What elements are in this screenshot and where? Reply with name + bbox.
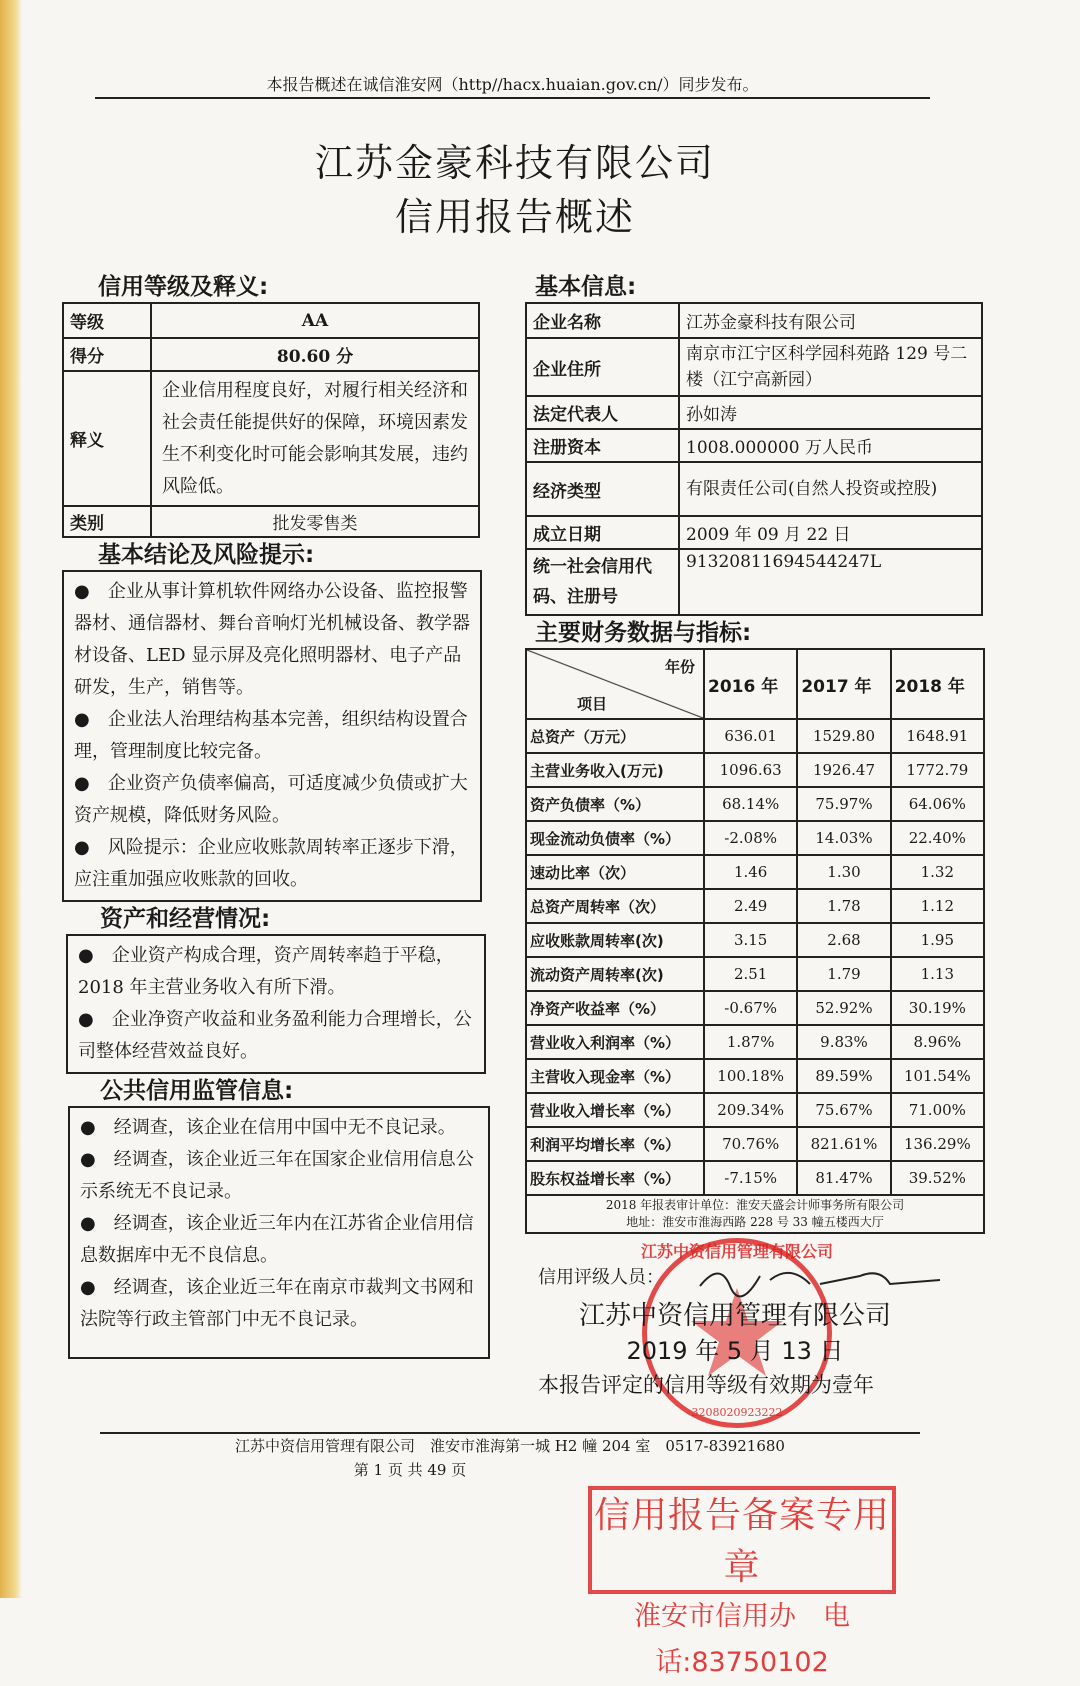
value-cell: 81.47% (797, 1161, 890, 1195)
list-item: ● 风险提示：企业应收账款周转率正逐步下滑，应注重加强应收账款的回收。 (74, 837, 468, 890)
filing-stamp (588, 1486, 896, 1678)
value-cell: 14.03% (797, 821, 890, 855)
left-column (62, 272, 492, 1359)
finance-row (526, 753, 984, 787)
label: 等级 (63, 303, 151, 338)
page-number: 第 1 页 共 49 页 (353, 1461, 467, 1479)
item-label: 现金流动负债率（%） (526, 821, 704, 855)
item-label: 利润平均增长率（%） (526, 1127, 704, 1161)
item-label: 流动资产周转率(次) (526, 957, 704, 991)
value-cell: 821.61% (797, 1127, 890, 1161)
value-cell: 75.97% (797, 787, 890, 821)
label: 企业住所 (526, 338, 679, 396)
footer-divider (100, 1432, 920, 1434)
year-header: 2018 年 (891, 649, 984, 719)
finance-row (526, 923, 984, 957)
right-column (525, 272, 987, 1430)
value-cell: 70.76% (704, 1127, 797, 1161)
finance-row (526, 957, 984, 991)
value-cell: 30.19% (891, 991, 984, 1025)
validity-note: 本报告评定的信用等级有效期为壹年 (538, 1373, 874, 1397)
list-item: ● 经调查，该企业近三年内在江苏省企业信用信息数据库中无不良信息。 (80, 1213, 474, 1266)
value-cell: 39.52% (891, 1161, 984, 1195)
value-cell: 1772.79 (891, 753, 984, 787)
finance-row (526, 889, 984, 923)
label: 得分 (63, 338, 151, 371)
value-cell: 1.46 (704, 855, 797, 889)
finance-row (526, 821, 984, 855)
value-cell: 1.32 (891, 855, 984, 889)
assets-heading: 资产和经营情况: (100, 906, 271, 932)
basic-heading: 基本信息: (535, 274, 637, 300)
finance-row (526, 1059, 984, 1093)
report-title: 信用报告概述 (394, 195, 635, 239)
value-cell: 1.78 (797, 889, 890, 923)
value-cell: 2.51 (704, 957, 797, 991)
value-cell: 75.67% (797, 1093, 890, 1127)
finance-row (526, 1093, 984, 1127)
rating-date: 2019 年 5 月 13 日 (626, 1337, 844, 1365)
list-item: ● 经调查，该企业在信用中国中无不良记录。 (80, 1117, 456, 1138)
value-cell: 64.06% (891, 787, 984, 821)
value-cell: 2.49 (704, 889, 797, 923)
value-cell: 3.15 (704, 923, 797, 957)
finance-table (525, 648, 985, 1234)
value-cell: 9.83% (797, 1025, 890, 1059)
signature-block (525, 1238, 985, 1430)
handwritten-signature (690, 1256, 950, 1300)
value-cell: 101.54% (891, 1059, 984, 1093)
label: 企业名称 (526, 303, 679, 338)
company-name: 江苏金豪科技有限公司 (679, 303, 982, 338)
footer-info: 江苏中资信用管理有限公司 淮安市淮海第一城 H2 幢 204 室 0517-83921680 (235, 1437, 785, 1455)
value-cell: 100.18% (704, 1059, 797, 1093)
finance-heading: 主要财务数据与指标: (535, 620, 752, 646)
label: 释义 (63, 371, 151, 506)
year-header: 2016 年 (704, 649, 797, 719)
rating-company: 江苏中资信用管理有限公司 (578, 1301, 891, 1331)
list-item: ● 企业法人治理结构基本完善，组织结构设置合理，管理制度比较完备。 (74, 709, 468, 762)
label: 类别 (63, 506, 151, 537)
conclusion-box (62, 570, 482, 902)
economic-type: 有限责任公司(自然人投资或控股) (679, 462, 982, 516)
value-cell: -7.15% (704, 1161, 797, 1195)
item-label: 营业收入利润率（%） (526, 1025, 704, 1059)
item-label: 速动比率（次） (526, 855, 704, 889)
value-cell: 1648.91 (891, 719, 984, 753)
conclusion-heading: 基本结论及风险提示: (98, 542, 315, 568)
basic-info-table (525, 302, 983, 616)
header-divider (95, 97, 930, 99)
explanation: 企业信用程度良好，对履行相关经济和社会责任能提供好的保障，环境因素发生不利变化时可能会影响其发展，违约风险低。 (151, 371, 479, 506)
value-cell: 1529.80 (797, 719, 890, 753)
value-cell: 1.95 (891, 923, 984, 957)
item-label: 净资产收益率（%） (526, 991, 704, 1025)
corner-bottom: 项目 (577, 695, 608, 713)
list-item: ● 企业从事计算机软件网络办公设备、监控报警器材、通信器材、舞台音响灯光机械设备、教学器材设备、LED 显示屏及亮化照明器材、电子产品研发，生产，销售等。 (74, 581, 470, 698)
list-item: ● 经调查，该企业近三年在南京市裁判文书网和法院等行政主管部门中无不良记录。 (80, 1277, 474, 1330)
credit-code: 91320811694544247L (679, 549, 982, 615)
finance-row (526, 1161, 984, 1195)
corner-top: 年份 (664, 658, 695, 676)
item-label: 营业收入增长率（%） (526, 1093, 704, 1127)
value-cell: 1926.47 (797, 753, 890, 787)
seal-text: 江苏中资信用管理有限公司 (640, 1242, 833, 1261)
value-cell: 89.59% (797, 1059, 890, 1093)
finance-row (526, 991, 984, 1025)
value-cell: 2.68 (797, 923, 890, 957)
public-box (68, 1106, 490, 1359)
assets-box (66, 934, 486, 1074)
value-cell: 22.40% (891, 821, 984, 855)
header-note: 本报告概述在诚信淮安网（http//hacx.huaian.gov.cn/）同步发布。 (266, 75, 759, 94)
label: 经济类型 (526, 462, 679, 516)
item-label: 总资产（万元） (526, 719, 704, 753)
value-cell: 636.01 (704, 719, 797, 753)
list-item: ● 企业净资产收益和业务盈利能力合理增长，公司整体经营效益良好。 (78, 1009, 472, 1062)
value-cell: 209.34% (704, 1093, 797, 1127)
item-label: 主营业务收入(万元) (526, 753, 704, 787)
filing-stamp-title: 信用报告备案专用章 (593, 1495, 890, 1588)
label: 注册资本 (526, 429, 679, 462)
value-cell: 8.96% (891, 1025, 984, 1059)
audit-note: 2018 年报表审计单位：淮安天盛会计师事务所有限公司 地址：淮安市淮海西路 228 号 33 幢五楼西大厅 (526, 1195, 984, 1233)
year-header: 2017 年 (797, 649, 890, 719)
item-label: 主营收入现金率（%） (526, 1059, 704, 1093)
finance-row (526, 855, 984, 889)
label: 法定代表人 (526, 396, 679, 429)
item-label: 资产负债率（%） (526, 787, 704, 821)
item-label: 股东权益增长率（%） (526, 1161, 704, 1195)
label: 成立日期 (526, 516, 679, 549)
list-item: ● 经调查，该企业近三年在国家企业信用信息公示系统无不良记录。 (80, 1149, 474, 1202)
filing-stamp-contact: 淮安市信用办 电话:83750102 (634, 1601, 850, 1678)
finance-row (526, 1127, 984, 1161)
rating-heading: 信用等级及释义: (98, 274, 269, 300)
value-cell: 71.00% (891, 1093, 984, 1127)
value-cell: -2.08% (704, 821, 797, 855)
grade: AA (151, 303, 479, 338)
list-item: ● 企业资产负债率偏高，可适度减少负债或扩大资产规模，降低财务风险。 (74, 773, 468, 826)
item-label: 应收账款周转率(次) (526, 923, 704, 957)
value-cell: 1.30 (797, 855, 890, 889)
finance-row (526, 719, 984, 753)
rater-label: 信用评级人员： (538, 1267, 664, 1288)
value-cell: 1.79 (797, 957, 890, 991)
value-cell: 68.14% (704, 787, 797, 821)
seal-number: 3208020923222 (691, 1406, 783, 1419)
corner-cell (526, 649, 704, 719)
finance-row (526, 1025, 984, 1059)
item-label: 总资产周转率（次） (526, 889, 704, 923)
legal-rep: 孙如涛 (679, 396, 982, 429)
founded-date: 2009 年 09 月 22 日 (679, 516, 982, 549)
value-cell: 1.12 (891, 889, 984, 923)
category: 批发零售类 (151, 506, 479, 537)
value-cell: -0.67% (704, 991, 797, 1025)
value-cell: 1096.63 (704, 753, 797, 787)
public-heading: 公共信用监管信息: (100, 1078, 294, 1104)
company-title: 江苏金豪科技有限公司 (314, 141, 715, 185)
address: 南京市江宁区科学园科苑路 129 号二楼（江宁高新园） (679, 338, 982, 396)
score: 80.60 分 (151, 338, 479, 371)
rating-table (62, 302, 480, 538)
list-item: ● 企业资产构成合理，资产周转率趋于平稳，2018 年主营业务收入有所下滑。 (78, 945, 454, 998)
value-cell: 1.13 (891, 957, 984, 991)
value-cell: 52.92% (797, 991, 890, 1025)
value-cell: 1.87% (704, 1025, 797, 1059)
finance-row (526, 787, 984, 821)
label: 统一社会信用代码、注册号 (526, 549, 679, 615)
value-cell: 136.29% (891, 1127, 984, 1161)
reg-capital: 1008.000000 万人民币 (679, 429, 982, 462)
